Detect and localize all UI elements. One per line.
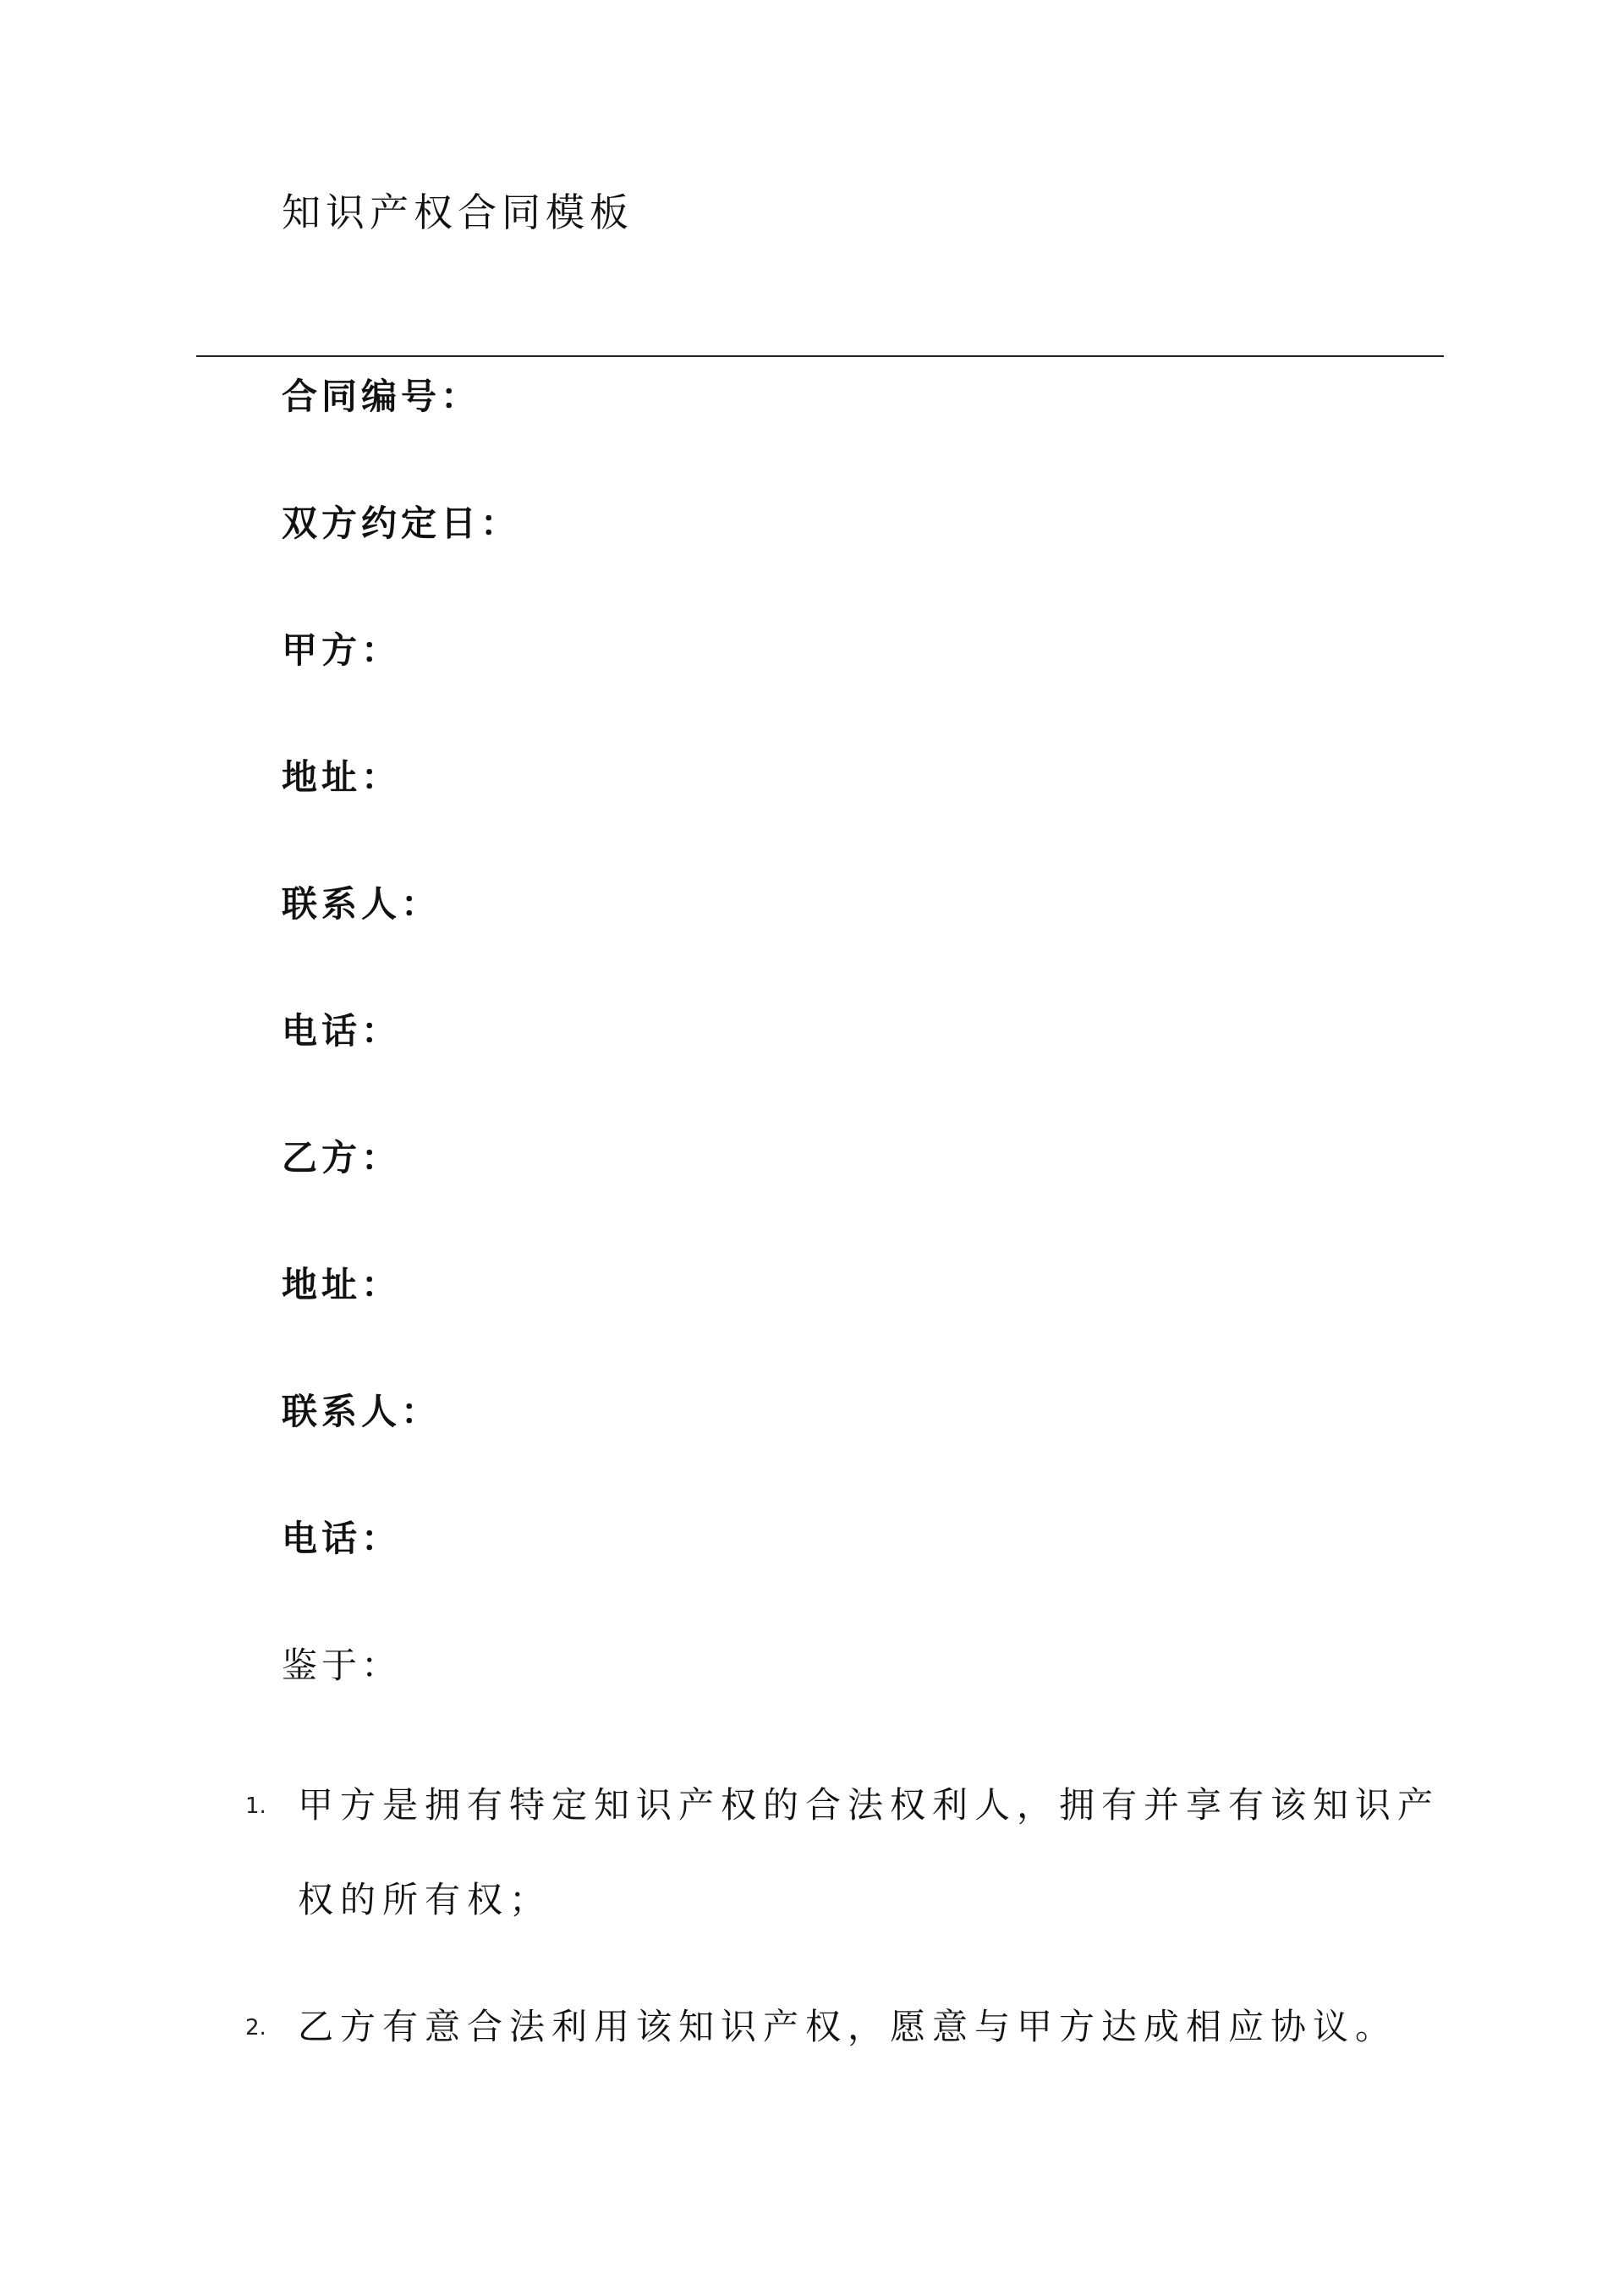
- list-number: 2.: [245, 2015, 266, 2041]
- field-party-b-phone: 电话：: [282, 1518, 402, 1559]
- field-party-a-contact: 联系人：: [282, 883, 442, 925]
- list-item-text: 甲方是拥有特定知识产权的合法权利人，拥有并享有该知识产权的所有权；: [298, 1784, 1440, 1920]
- title-divider: [196, 355, 1444, 357]
- whereas-label: 鉴于：: [282, 1645, 402, 1686]
- document-title: 知识产权合同模板: [282, 190, 634, 235]
- field-party-a-phone: 电话：: [282, 1010, 402, 1052]
- field-party-b: 乙方：: [282, 1137, 402, 1178]
- field-contract-number: 合同编号：: [282, 376, 481, 417]
- field-party-a-address: 地址：: [282, 756, 402, 798]
- list-number: 1.: [245, 1793, 266, 1819]
- field-party-a: 甲方：: [282, 629, 402, 671]
- list-item-text: 乙方有意合法利用该知识产权，愿意与甲方达成相应协议。: [298, 2006, 1398, 2047]
- field-agreed-date: 双方约定日：: [282, 503, 521, 544]
- field-party-b-address: 地址：: [282, 1264, 402, 1305]
- field-party-b-contact: 联系人：: [282, 1391, 442, 1432]
